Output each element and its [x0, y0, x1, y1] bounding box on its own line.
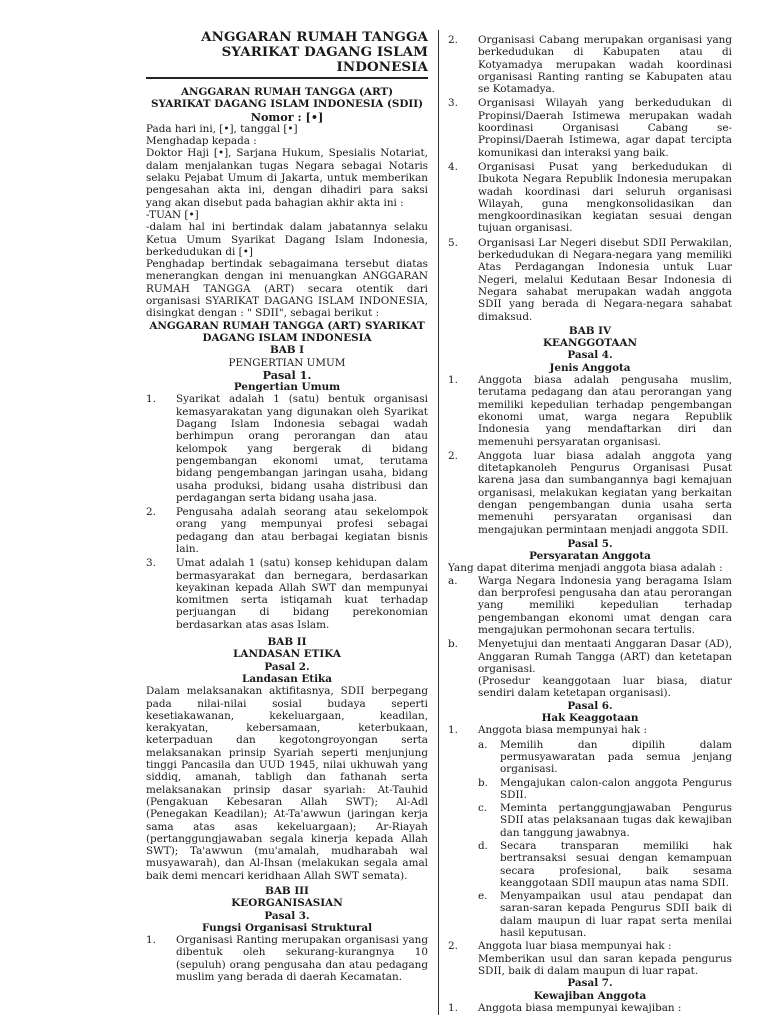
right-column — [448, 34, 732, 1016]
pasal-name: Landasan Etika — [242, 672, 332, 685]
pasal-heading: Pasal 3. — [264, 909, 310, 922]
sub-list-item: c. Meminta pertanggungjawaban Pengurus SDII atas pelaksanaan tugas dak kewajiban dan tanggung jawabnya. — [478, 802, 732, 839]
deed-subtitle: SYARIKAT DAGANG ISLAM INDONESIA (SDII) — [150, 98, 424, 111]
bab-heading: BAB II — [267, 636, 307, 649]
pasal-name: Pengertian Umum — [233, 381, 341, 394]
sub-list-item: b. Mengajukan calon-calon anggota Pengurus SDII. — [478, 776, 732, 801]
pasal5-note: (Prosedur keanggotaan luar biasa, diatur sendiri dalam ketetapan organisasi). — [478, 675, 732, 700]
list-item: 2. Organisasi Cabang merupakan organisasi yang berkedudukan di Kabupaten atau di Kotyamadya merupakan wadah koordinasi organisasi Ranting ranting se Kabupaten atau se Kotamadya. — [448, 34, 732, 96]
list-item: 4. Organisasi Pusat yang berkedudukan di Ibukota Negara Republik Indonesia merupakan wadah koordinasi dari seluruh organisasi Wilayah, guna mengkonsolidasikan dan mengkoordinasikan kegiatan sesuai dengan tujuan organisasi. — [448, 160, 732, 235]
pasal-heading: Pasal 5. — [567, 537, 613, 550]
sub-list-item: e. Menyampaikan usul atau pendapat dan saran-saran kepada Pengurus SDII baik di dalam maupun di luar rapat serta menilai hasil keputusan. — [478, 890, 732, 940]
list-item: 5. Organisasi Lar Negeri disebut SDII Perwakilan, berkedudukan di Negara-negara yang memiliki Atas Perdagangan Indonesia untuk Luar Negeri, melalui Kedutaan Besar Indonesia di Negara sahabat merupakan wadah anggota SDII yang berada di Negara-negara sahabat dimaksud. — [448, 236, 732, 323]
list-item: 1. Syarikat adalah 1 (satu) bentuk organisasi kemasyarakatan yang digunakan oleh Syarikat Dagang Islam Indonesia sebagai wadah berhimpun orang perorangan dan atau kelompok yang bergerak di bidang pengembangan ekonomi umat, terutama bidang pengembangan jaringan usaha, bidang usaha produksi, bidang usaha distribusi dan perdagangan serta bidang usaha jasa. — [146, 393, 428, 504]
bab-name: PENGERTIAN UMUM — [228, 356, 346, 369]
pasal-name: Jenis Anggota — [549, 361, 631, 374]
list-item: b. Menyetujui dan mentaati Anggaran Dasar (AD), Anggaran Rumah Tangga (ART) dan ketetapan organisasi. — [448, 638, 732, 675]
deed-number: Nomor : [•] — [250, 109, 324, 124]
document-header — [146, 30, 428, 79]
sub-list-item: a. Memilih dan dipilih dalam permusyawaratan pada semua jenjang organisasi. — [478, 738, 732, 776]
list-item: 2. Pengusaha adalah seorang atau sekelompok orang yang mempunyai profesi sebagai pedagang dan atau berbagai kegiatan bisnis lain. — [146, 506, 428, 555]
bab-name: LANDASAN ETIKA — [233, 648, 341, 661]
list-item: 1. Anggota biasa mempunyai kewajiban : — [448, 1001, 682, 1014]
intro-paragraph: Penghadap bertindak sebagaimana tersebut diatas menerangkan dengan ini menuangkan ANGGARAN RUMAH TANGGA (ART) secara otentik dari organisasi SYARIKAT DAGANG ISLAM INDONESIA, disingkat dengan : " SDII", sebagai berikut : — [146, 258, 428, 320]
list-item: 3. Umat adalah 1 (satu) konsep kehidupan dalam bermasyarakat dan bernegara, berdasarkan keyakinan kepada Allah SWT dan mempunyai komitmen serta istiqamah kuat terhadap perjuangan di bidang perekonomian berdasarkan atas asas Islam. — [146, 557, 428, 631]
pasal-name: Persyaratan Anggota — [529, 550, 651, 563]
intro-paragraph: -dalam hal ini bertindak dalam jabatannya selaku Ketua Umum Syarikat Dagang Islam Indonesia, berkedudukan di [•] — [146, 221, 428, 258]
list-item: 1. Anggota biasa adalah pengusaha muslim, terutama pedagang dan atau perorangan yang memiliki kepedulian terhadap pengembangan ekonomi umat, warga negara Republik Indonesia yang mendaftarkan diri dan memenuhi persyaratan organisasi. — [448, 374, 732, 448]
intro-paragraph: Doktor Haji [•], Sarjana Hukum, Spesialis Notariat, dalam menjalankan tugas Negara sebagai Notaris selaku Pejabat Umum di Jakarta, untuk memberikan pengesahan akta ini, dengan dihadiri para saksi yang akan disebut pada bahagian akhir akta ini : — [146, 147, 428, 209]
pasal-heading: Pasal 4. — [567, 349, 613, 362]
intro-line: Menghadap kepada : — [146, 135, 257, 148]
left-column — [146, 30, 428, 985]
list-item: 1. Organisasi Ranting merupakan organisasi yang dibentuk oleh sekurang-kurangnya 10 (sepuluh) orang pengusaha dan atau pedagang muslim yang berada di daerah Kecamatan. — [146, 934, 428, 984]
column-divider — [438, 30, 439, 1015]
pasal-heading: Pasal 6. — [567, 699, 613, 712]
pasal2-paragraph: Dalam melaksanakan aktifitasnya, SDII berpegang pada nilai-nilai sosial budaya seperti kesetiakawanan, kekeluargaan, keadilan, kerakyatan, kebersamaan, keterbukaan, keterpaduan dan kegotongroyongan serta melaksanakan prinsip Syariah seperti menjunjung tinggi Pancasila dan UUD 1945, nilai ukhuwah yang siddiq, amanah, tabligh dan fathanah serta melaksanakan prinsip dasar syariah: At-Tauhid (Pengakuan Kebesaran Allah SWT); Al-Adl (Penegakan Keadilan); At-Ta'awwun (jaringan kerja sama atas asas kekeluargaan); Ar-Riayah (pertanggungjawaban segala kinerja kepada Allah SWT); Ta'awwun (mu'amalah, mudharabah wal musyawarah), dan Al-Ihsan (melakukan segala amal baik demi mencari keridhaan Allah SWT semata). — [146, 685, 428, 882]
intro-line: Pada hari ini, [•], tanggal [•] — [146, 122, 298, 135]
pasal-name: Hak Keaggotaan — [541, 712, 639, 725]
pasal-heading: Pasal 1. — [262, 367, 312, 382]
pasal6-item2-text: Memberikan usul dan saran kepada pengurus SDII, baik di dalam maupun di luar rapat. — [478, 952, 732, 977]
bab-heading: BAB I — [269, 344, 305, 357]
header-rule — [146, 77, 428, 79]
art-title: ANGGARAN RUMAH TANGGA (ART) SYARIKAT DAGANG ISLAM INDONESIA — [149, 319, 425, 344]
bab-heading: BAB IV — [568, 324, 612, 337]
pasal5-intro: Yang dapat diterima menjadi anggota biasa adalah : — [448, 562, 723, 575]
bab-name: KEANGGOTAAN — [542, 337, 638, 350]
list-item: a. Warga Negara Indonesia yang beragama Islam dan berprofesi pengusaha dan atau perorangan yang memiliki kepedulian terhadap pengembangan ekonomi umat dengan cara mengajukan permohonan secara tertulis. — [448, 574, 732, 636]
list-item: 1. Anggota biasa mempunyai hak : — [448, 724, 647, 737]
pasal-name: Kewajiban Anggota — [533, 989, 647, 1002]
intro-line: -TUAN [•] — [146, 208, 199, 221]
header-title-line1: ANGGARAN RUMAH TANGGA — [201, 29, 428, 45]
list-item: 3. Organisasi Wilayah yang berkedudukan di Propinsi/Daerah Istimewa merupakan wadah koordinasi Organisasi Cabang se-Propinsi/Daerah Istimewa, agar dapat tercipta komunikasi dan interaksi yang baik. — [448, 97, 732, 159]
pasal-name: Fungsi Organisasi Struktural — [201, 921, 373, 934]
bab-heading: BAB III — [265, 885, 309, 897]
header-title-line2: SYARIKAT DAGANG ISLAM INDONESIA — [221, 44, 428, 75]
bab-name: KEORGANISASIAN — [231, 897, 343, 910]
deed-title: ANGGARAN RUMAH TANGGA (ART) — [180, 86, 394, 98]
sub-list-item: d. Secara transparan memiliki hak bertransaksi sesuai dengan kemampuan secara profesional, baik sesama keanggotaan SDII maupun atas nama SDII. — [478, 840, 732, 889]
pasal-heading: Pasal 7. — [567, 977, 613, 990]
list-item: 2. Anggota luar biasa adalah anggota yang ditetapkanoleh Pengurus Organisasi Pusat karena jasa dan sumbangannya bagi kemajuan organisasi, melakukan kegiatan yang berkaitan dengan pengembangan dunia usaha serta memenuhi persyaratan organisasi dan mengajukan permintaan menjadi anggota SDII. — [448, 449, 732, 536]
pasal-heading: Pasal 2. — [264, 660, 310, 673]
list-item: 2. Anggota luar biasa mempunyai hak : — [448, 940, 672, 953]
